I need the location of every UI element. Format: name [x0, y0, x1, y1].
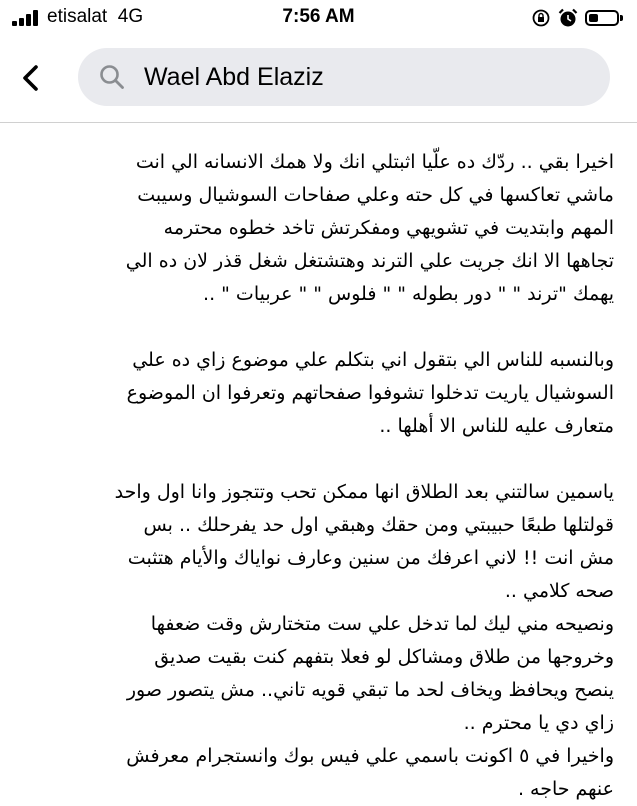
rotation-lock-icon — [531, 8, 551, 28]
chevron-left-icon — [14, 60, 50, 96]
post-line: تجاهها الا انك جريت علي الترند وهتشتغل شغل قذر لان ده الي — [125, 250, 614, 272]
post-line: ينصح ويحافظ ويخاف لحد ما تبقي قويه تاني.. مش يتصور صور — [126, 679, 614, 701]
post-line: وخروجها من طلاق ومشاكل لو فعلا بتفهم كنت بقيت صديق — [154, 646, 614, 668]
status-bar — [0, 0, 637, 36]
post-line: صحه كلامي .. — [504, 580, 614, 602]
search-input[interactable] — [144, 48, 584, 106]
back-button[interactable] — [14, 60, 50, 96]
post-line: زاي دي يا محترم .. — [463, 712, 614, 734]
battery-icon — [585, 10, 619, 26]
carrier-name: etisalat — [47, 6, 108, 27]
post-line: المهم وابتديت في تشويهي ومفكرتش تاخد خطوه محترمه — [163, 217, 614, 239]
post-line: اخيرا بقي .. ردّك ده علّيا اثبتلي انك ولا همك الانسانه الي انت — [135, 151, 614, 173]
post-line: ونصيحه مني ليك لما تدخل علي ست متختارش وقت ضعفها — [150, 613, 614, 635]
network-type: 4G — [117, 6, 144, 27]
post-paragraph — [24, 476, 614, 806]
status-icons — [531, 7, 623, 29]
post-line: ياسمين سالتني بعد الطلاق انها ممكن تحب وتتجوز وانا اول واحد — [114, 481, 614, 503]
post-paragraph — [24, 146, 614, 311]
post-text — [24, 146, 614, 806]
search-icon — [98, 63, 126, 91]
search-bar[interactable] — [78, 48, 610, 106]
post-line: مش انت !! لاني اعرفك من سنين وعارف نواياك والأيام هتثبت — [127, 547, 614, 569]
post-line: السوشيال ياريت تدخلوا تشوفوا صفحاتهم وتعرفوا ان الموضوع — [126, 382, 614, 404]
search-header — [0, 36, 637, 123]
battery-tip — [620, 15, 623, 21]
post-line: يهمك "ترند " " دور بطوله " " فلوس " " عربيات " .. — [203, 283, 614, 305]
post-line: وبالنسبه للناس الي بتقول اني بتكلم علي موضوع زاي ده علي — [132, 349, 614, 371]
post-paragraph — [24, 344, 614, 443]
post-line: متعارف عليه للناس الا أهلها .. — [379, 415, 614, 437]
post-line: عنهم حاجه . — [517, 778, 614, 800]
post-line: قولتلها طبعًا حبيبتي ومن حقك وهبقي اول حد يفرحلك .. بس — [143, 514, 614, 536]
post-line: ماشي تعاكسها في كل حته وعلي صفاحات السوشيال وسيبت — [137, 184, 614, 206]
post-line: واخيرا في ٥ اكونت باسمي علي فيس بوك وانستجرام معرفش — [126, 745, 614, 767]
alarm-clock-icon — [557, 7, 579, 29]
status-time: 7:56 AM — [282, 6, 355, 27]
